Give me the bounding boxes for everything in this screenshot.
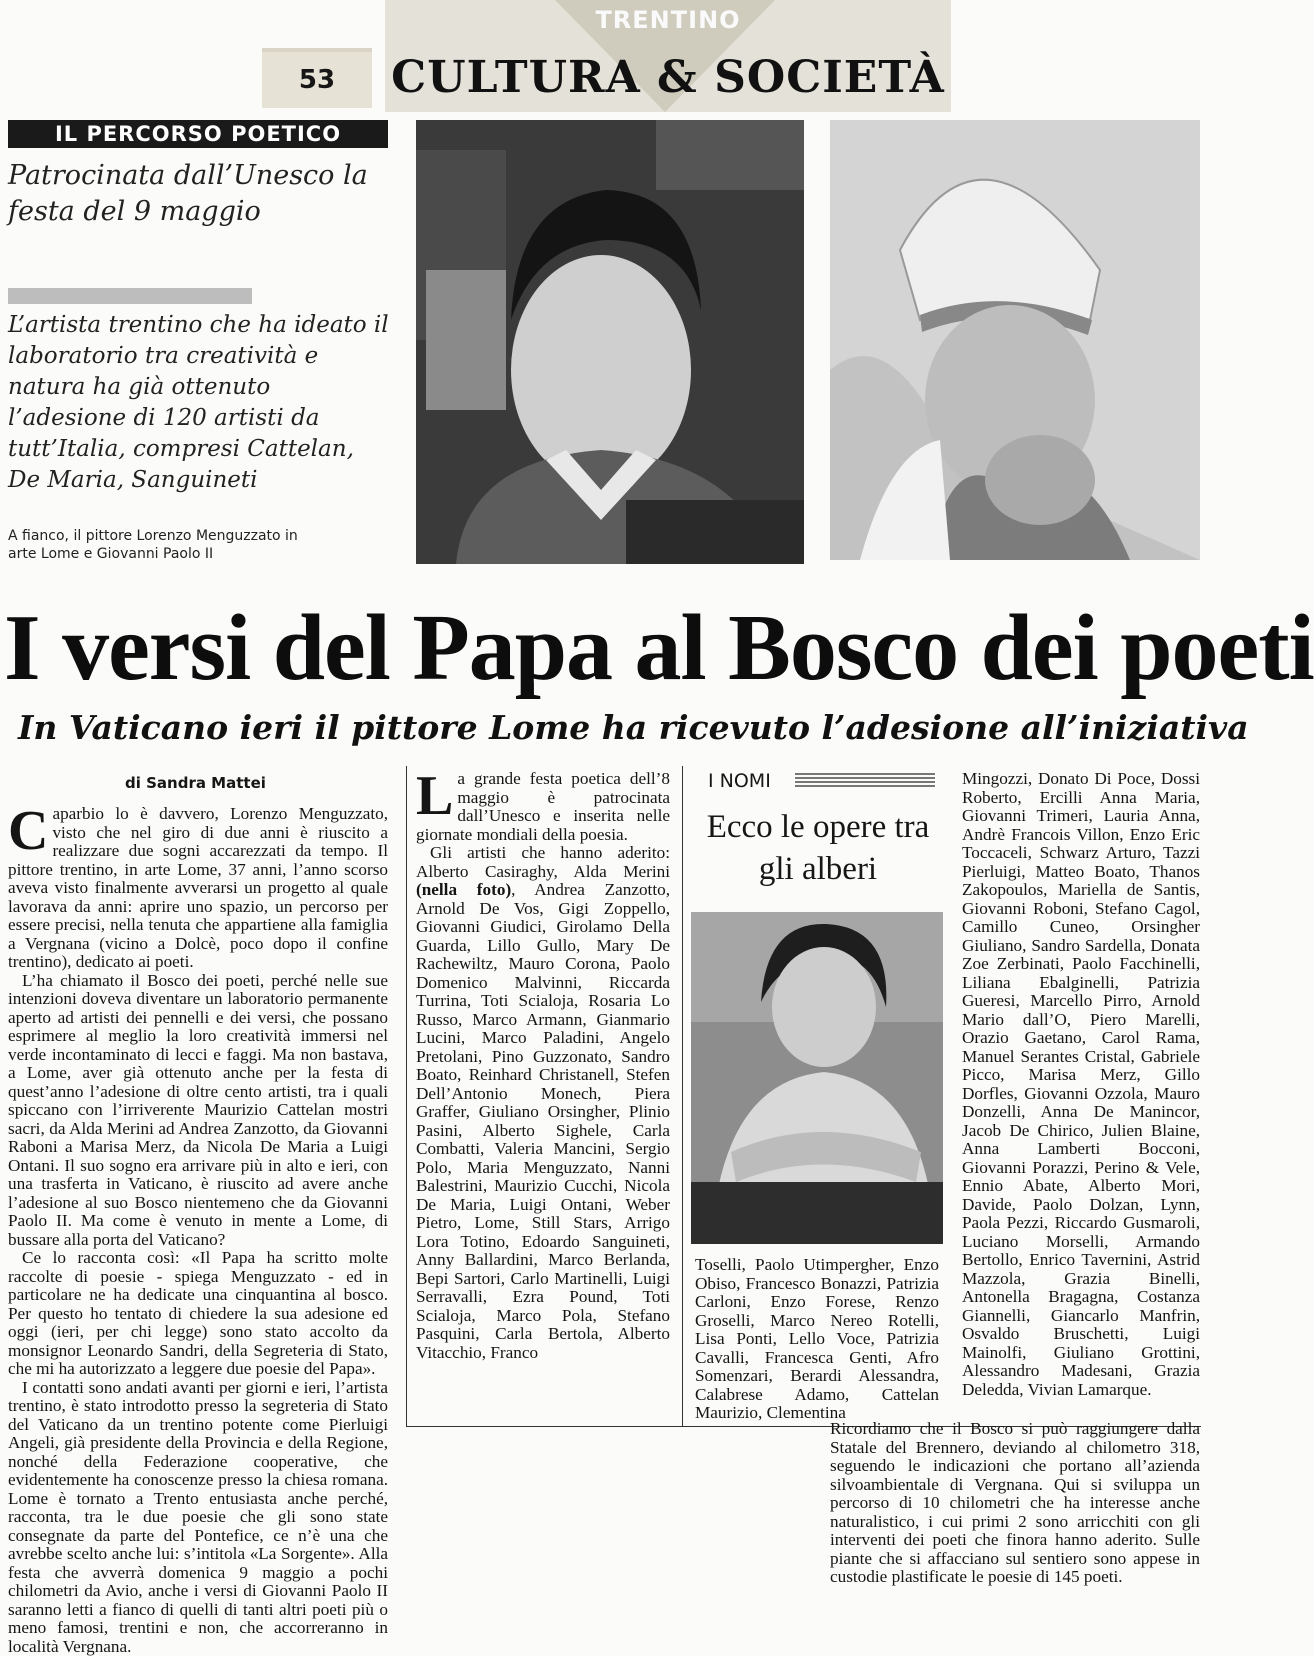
section-title: CULTURA & SOCIETÀ: [385, 52, 951, 103]
article-column-end: [830, 1420, 1200, 1608]
box-column-3: [962, 770, 1200, 1426]
drop-cap: C: [8, 808, 48, 854]
headline: I versi del Papa al Bosco dei poeti: [4, 598, 1200, 698]
deck-primary: Patrocinata dall’Unesco la festa del 9 maggio: [8, 158, 393, 230]
box-column-2: [695, 1256, 939, 1426]
photo-lorenzo-menguzzato: [416, 120, 804, 564]
byline: di Sandra Mattei: [125, 774, 266, 792]
kicker-label: IL PERCORSO POETICO: [8, 120, 388, 148]
box-names-list: Toselli, Paolo Utimpergher, Enzo Obiso, Francesco Bonazzi, Patrizia Carloni, Enzo Forese, Renzo Groselli, Marco Nereo Rotelli, Lisa Ponti, Lello Voce, Patrizia Cavalli, Francesca Genti, Afro Somenzari, Berardi Alessandra, Calabrese Adamo, Cattelan Maurizio, Clementina: [695, 1256, 939, 1423]
section-region: TRENTINO: [385, 6, 951, 34]
photo-alda-merini: [691, 912, 943, 1244]
pope-illustration: [830, 120, 1200, 560]
box-paragraph: a grande festa poetica dell’8 maggio è patrocinata dall’Unesco e inserita nelle giornate mondiali della poesia.: [416, 769, 670, 844]
subheadline: In Vaticano ieri il pittore Lome ha ricevuto l’adesione all’iniziativa: [18, 708, 1200, 748]
box-column-1: [416, 770, 670, 1428]
deck-secondary: L’artista trentino che ha ideato il laboratorio tra creatività e natura ha già ottenuto l’adesione di 120 artisti da tutt’Italia, compresi Cattelan, De Maria, Sanguineti: [8, 310, 393, 496]
column-rule: [682, 766, 683, 1426]
box-names-lead: Gli artisti che hanno aderito: Alberto Casiraghy, Alda Merini: [416, 843, 670, 881]
section-banner: [385, 0, 951, 112]
merini-illustration: [691, 912, 943, 1244]
photo-reference: (nella foto): [416, 880, 511, 899]
article-paragraph: Ce lo racconta così: «Il Papa ha scritto molte raccolte di poesie - spiega Menguzzato - ed in particolare ne ha dedicate una cinquantina al bosco. Per questo ho tentato di chiedere la sua adesione ed oggi (ieri, per chi legge) sono stato accolto da monsignor Leonardo Sandri, della Segreteria di Stato, che mi ha autorizzato a leggere due poesie del Papa».: [8, 1249, 388, 1379]
deck-divider: [8, 288, 252, 304]
page-number: 53: [262, 52, 372, 108]
article-paragraph: Ricordiamo che il Bosco si può raggiungere dalla Statale del Brennero, deviando al chilometro 318, seguendo le indicazioni che portano all’azienda silvoambientale di Vergnana. Qui si sviluppa un percorso di 10 chilometri che ha interesse anche naturalistico, i cui primi 2 sono arricchiti con gli interventi dei poeti che finora hanno aderito. Sulle piante che si affacciano sul sentiero sono appese in custodie plastificate le poesie di 145 poeti.: [830, 1420, 1200, 1587]
box-names-list: , Andrea Zanzotto, Arnold De Vos, Gigi Zoppello, Giovanni Giudici, Girolamo Della Guarda, Lillo Gullo, Mary De Rachewiltz, Mauro Corona, Paolo Domenico Malvinni, Riccarda Turrina, Toti Scialoja, Rosaria Lo Russo, Marco Armann, Gianmario Lucini, Marco Paladini, Angelo Pretolani, Pino Guzzonato, Sandro Boato, Reinhard Christanell, Stefen Dell’Antonio Monech, Piera Graffer, Giuliano Orsingher, Plinio Pasini, Alberto Sighele, Carla Combatti, Valeria Mancini, Sergio Polo, Maria Menguzzato, Nanni Balestrini, Maurizio Cucchi, Nicola De Maria, Luigi Ontani, Weber Pietro, Lome, Still Stars, Arrigo Lora Totino, Edoardo Sanguineti, Anny Ballardini, Marco Berlanda, Bepi Sartori, Carlo Martinelli, Luigi Serravalli, Ezra Pound, Toti Scialoja, Marco Pola, Stefano Pasquini, Carla Bertola, Alberto Vitacchio, Franco: [416, 880, 670, 1362]
box-label-rule: [795, 773, 935, 789]
photo-caption: A fianco, il pittore Lorenzo Menguzzato in arte Lome e Giovanni Paolo II: [8, 527, 308, 563]
box-title: Ecco le opere tra gli alberi: [700, 806, 936, 890]
article-paragraph: aparbio lo è davvero, Lorenzo Menguzzato, visto che nel giro di due anni è riuscito a realizzare due sogni accarezzati da tempo. Il pittore trentino, in arte Lome, 37 anni, l’anno scorso aveva visto finalmente avverarsi un progetto al quale lavorava da anni: aprire uno spazio, un percorso per essere precisi, nella tenuta che appartiene alla famiglia a Vergnana (vicino a Dolcè, poco dopo il confine trentino), dedicato ai poeti.: [8, 804, 388, 971]
article-paragraph: I contatti sono andati avanti per giorni e ieri, l’artista trentino, è stato introdotto presso la segreteria di Stato del Vaticano da un trentino potente come Pierluigi Angeli, già presidente della Provincia e della Regione, nonché della Federazione cooperative, che evidentemente ha conoscenze presso la chiesa romana. Lome è tornato a Trento entusiasta anche perché, racconta, tra le due poesie che gli sono state consegnate da parte del Pontefice, ce n’è una che avrebbe scelto anche lui: s’intitola «La Sorgente». Alla festa che avverrà domenica 9 maggio a pochi chilometri da Avio, anche i versi di Giovanni Paolo II saranno letti a fianco di quelli di tanti altri poeti più o meno famosi, trentini e non, che accorreranno in località Vergnana.: [8, 1379, 388, 1656]
article-paragraph: L’ha chiamato il Bosco dei poeti, perché nelle sue intenzioni doveva diventare un laboratorio permanente aperto ad artisti dei pennelli e dei versi, che possano esprimere al meglio la loro creatività immersi nel verde incontaminato di lecci e faggi. Ma non bastava, a Lome, aver già ottenuto anche per la festa di quest’anno l’adesione di oltre cento artisti, tra i quali spiccano con l’irriverente Maurizio Cattelan mostri sacri, da Alda Merini ad Andrea Zanzotto, da Giovanni Raboni a Marisa Merz, da Nicola De Maria a Luigi Ontani. Il suo sogno era arrivare più in alto e ieri, con una trasferta in Vaticano, è riuscito ad avere anche l’adesione al suo Bosco nientemeno che da Giovanni Paolo II. Ma come è venuto in mente a Lome, di bussare alla porta del Vaticano?: [8, 972, 388, 1250]
box-drop-cap: L: [416, 773, 453, 819]
photo-giovanni-paolo-ii: [830, 120, 1200, 560]
article-column-1: [8, 805, 388, 1605]
box-label: I NOMI: [708, 770, 771, 792]
box-names-list: Mingozzi, Donato Di Poce, Dossi Roberto, Ercilli Anna Maria, Giovanni Trimeri, Lauria Anna, Andrè Francois Villon, Enzo Eric Toccaceli, Schwarz Arturo, Tazzi Pierluigi, Matteo Boato, Thanos Zakopoulos, Mariella de Santis, Giovanni Roboni, Stefano Cagol, Camillo Cuneo, Orsingher Giuliano, Sandro Sardella, Donata Zoe Zerbinati, Paolo Facchinelli, Liliana Ebalginelli, Patrizia Gueresi, Marcello Pirro, Arnold Mario dall’O, Piero Marelli, Orazio Gaetano, Carol Rama, Manuel Serantes Cristal, Gabriele Picco, Marisa Merz, Gillo Dorfles, Giovanni Ozzola, Mauro Donzelli, Anna De Manincor, Jacob De Chirico, Julien Blaine, Anna Lamberti Bocconi, Giovanni Porazzi, Perino & Vele, Ennio Abate, Alberto Mori, Davide, Paolo Dolzan, Lynn, Paola Pezzi, Riccardo Gusmaroli, Luciano Morselli, Armando Bertollo, Enrico Tavernini, Astrid Mazzola, Grazia Binelli, Antonella Bragagna, Costanza Giannelli, Giancarlo Manfrin, Osvaldo Bruschetti, Luigi Mainolfi, Giuliano Grottini, Alessandro Madesani, Grazia Deledda, Vivian Lamarque.: [962, 770, 1200, 1399]
portrait-illustration: [416, 120, 804, 564]
